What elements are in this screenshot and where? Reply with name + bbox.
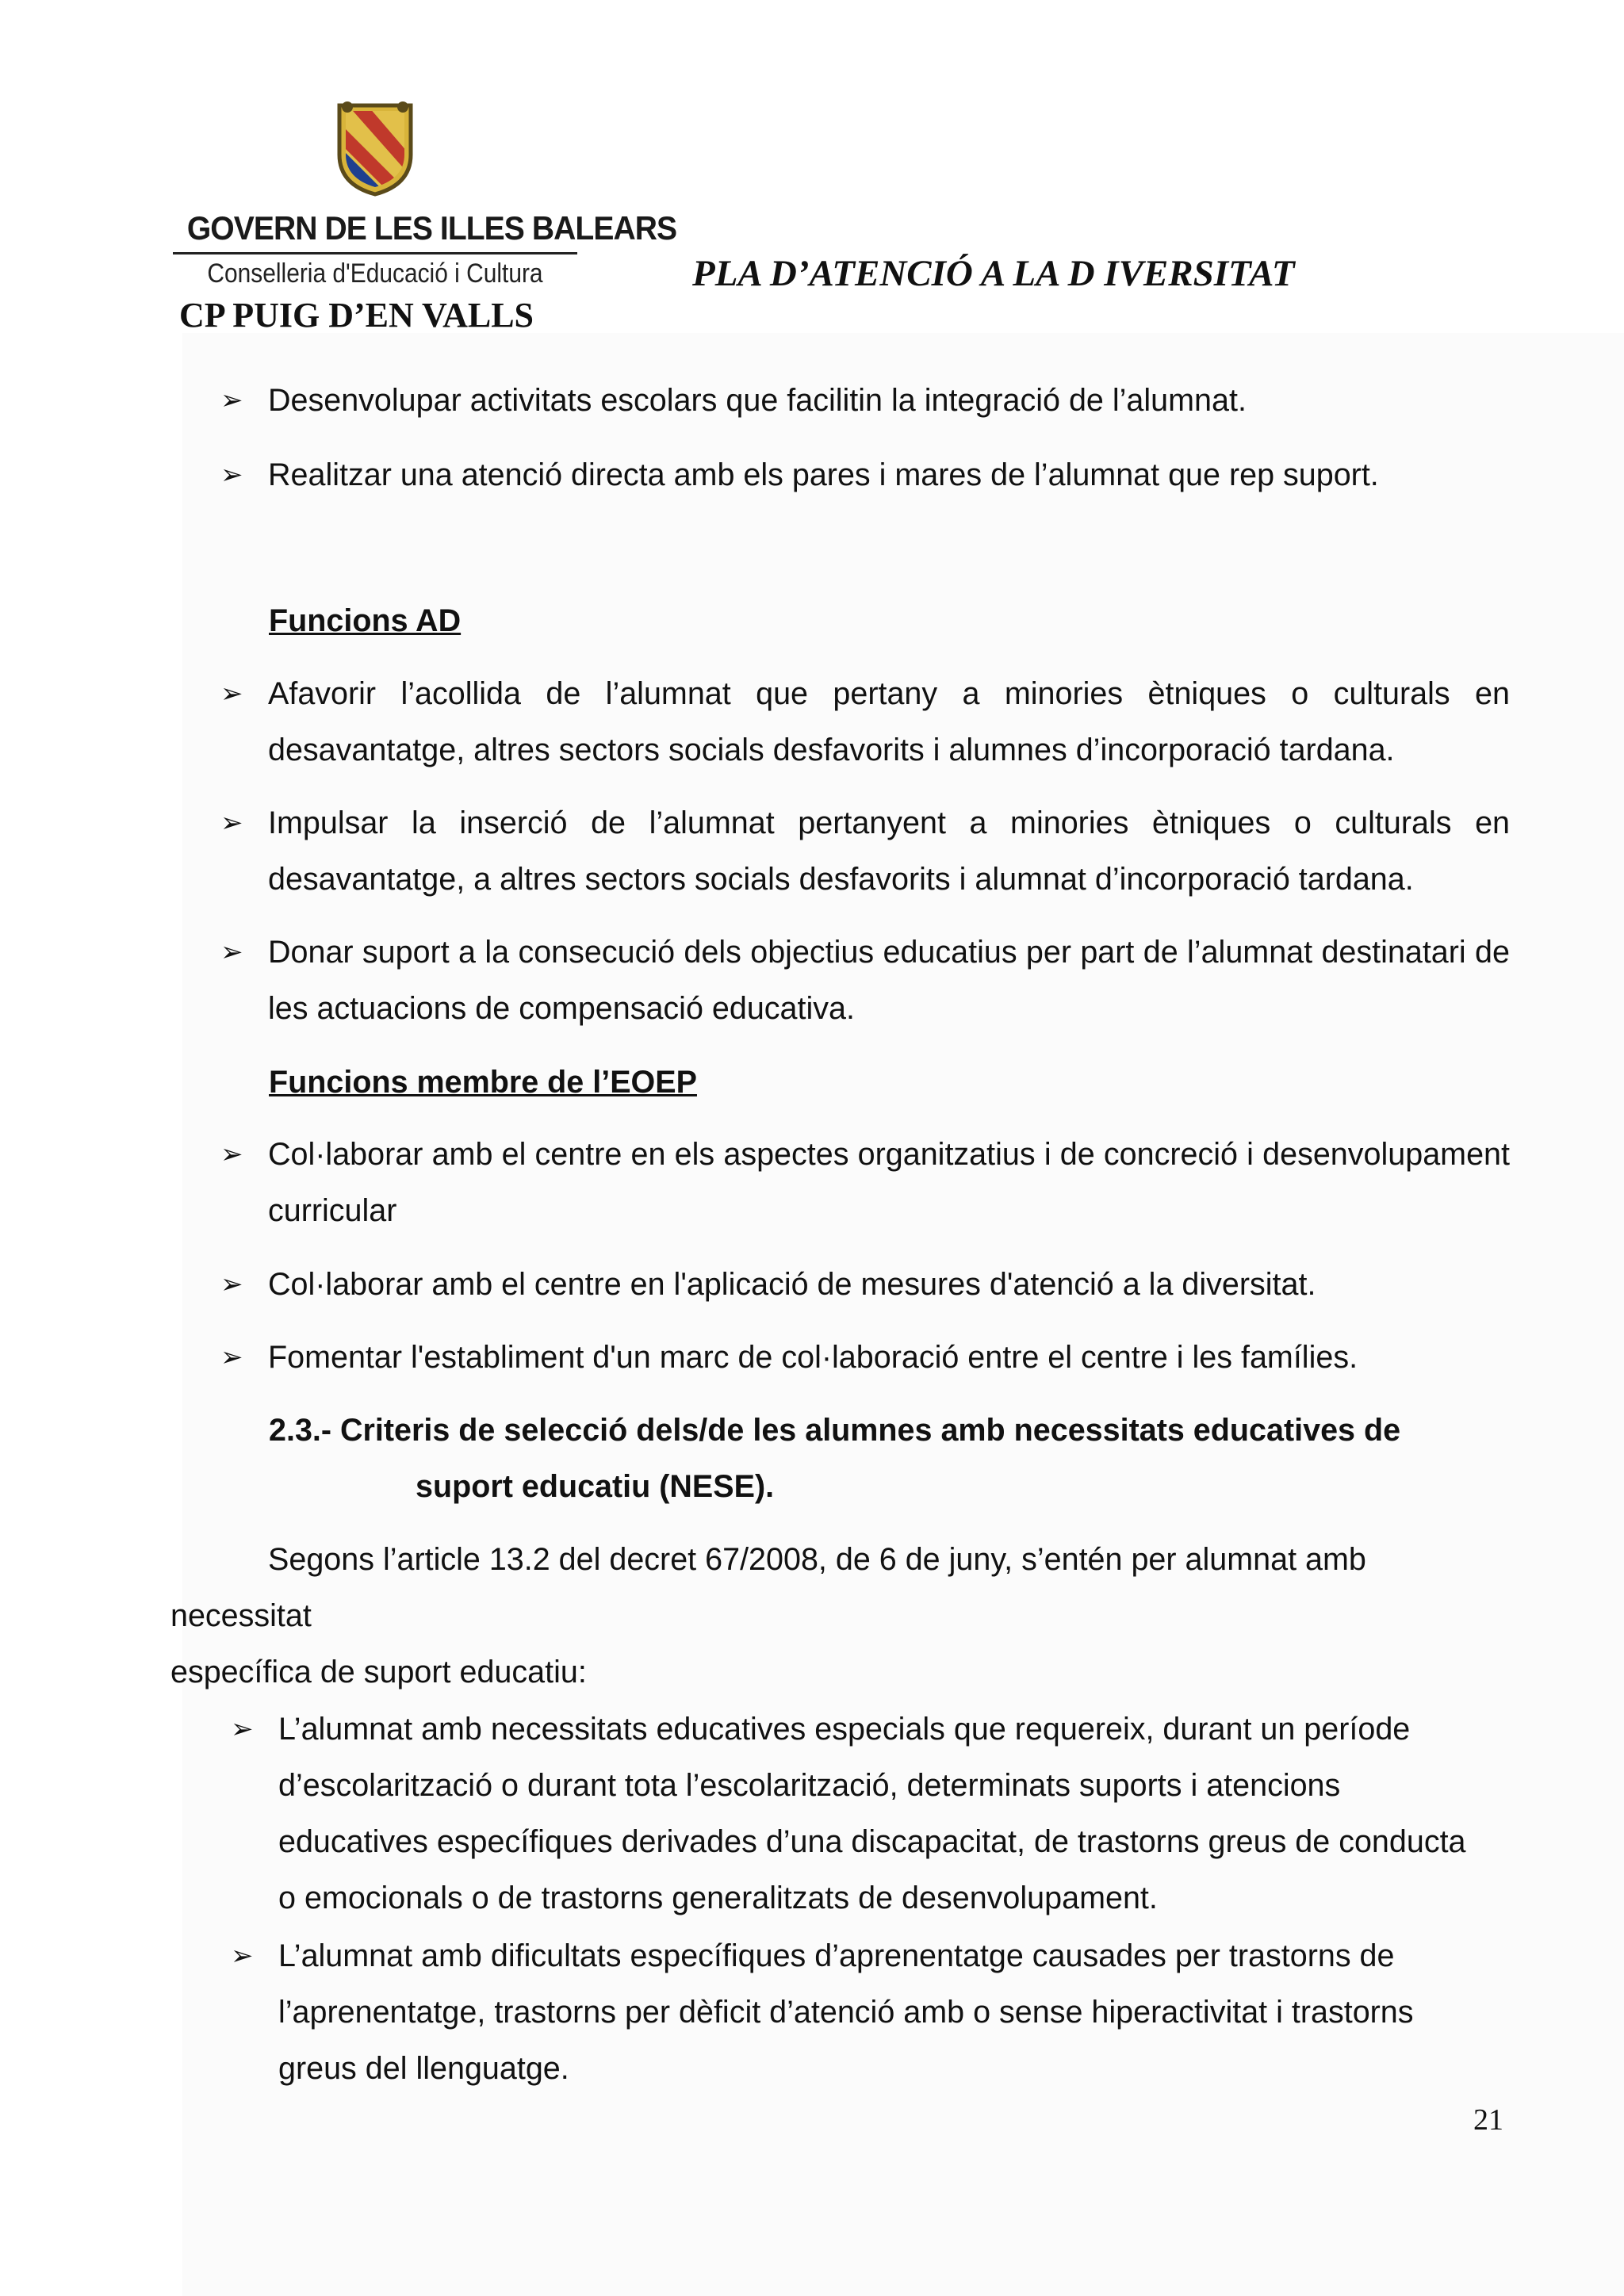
list-item xyxy=(220,1127,1510,1239)
list-item xyxy=(220,666,1510,779)
list-item xyxy=(231,1928,1473,2097)
arrow-bullet-icon: ➢ xyxy=(220,937,243,967)
list-item xyxy=(220,795,1510,908)
paragraph-line: Segons l’article 13.2 del decret 67/2008, de 6 de juny, s’entén per alumnat amb xyxy=(268,1542,1366,1577)
intro-paragraph xyxy=(170,1532,1519,1701)
list-item-text: Realitzar una atenció directa amb els pares i mares de l’alumnat que rep suport. xyxy=(268,457,1379,492)
list-item-text: Col·laborar amb el centre en l'aplicació de mesures d'atenció a la diversitat. xyxy=(268,1267,1316,1302)
section-heading-line: suport educatiu (NESE). xyxy=(416,1469,775,1504)
list-item-text: Donar suport a la consecució dels objectius educatius per part de l’alumnat destinatari de les actuacions de compensació educativa. xyxy=(268,935,1510,1026)
list-item-text: L’alumnat amb necessitats educatives especials que requereix, durant un període d’escolarització o durant tota l’escolarització, determinats suports i atencions educatives específiques derivades d’una discapacitat, de trastorns greus de conducta o emocionals o de trastorns generalitzats de desenvolupament. xyxy=(278,1712,1466,1915)
arrow-bullet-icon: ➢ xyxy=(231,1941,254,1971)
list-item xyxy=(231,1701,1473,1927)
arrow-bullet-icon: ➢ xyxy=(220,460,243,490)
list-item-text: Afavorir l’acollida de l’alumnat que pertany a minories ètniques o culturals en desavantatge, altres sectors socials desfavorits i alumnes d’incorporació tardana. xyxy=(268,676,1510,767)
arrow-bullet-icon: ➢ xyxy=(220,679,243,709)
list-item-text: Desenvolupar activitats escolars que facilitin la integració de l’alumnat. xyxy=(268,383,1247,418)
arrow-bullet-icon: ➢ xyxy=(220,1269,243,1299)
list-item xyxy=(220,447,1510,503)
section-heading-line: 2.3.- Criteris de selecció dels/de les alumnes amb necessitats educatives de xyxy=(269,1413,1401,1448)
list-item-text: Col·laborar amb el centre en els aspectes organitzatius i de concreció i desenvolupament curricular xyxy=(268,1137,1510,1228)
paragraph-line: específica de suport educatiu: xyxy=(170,1655,587,1689)
arrow-bullet-icon: ➢ xyxy=(220,1139,243,1169)
arrow-bullet-icon: ➢ xyxy=(220,385,243,415)
heading-funcions-ad: Funcions AD xyxy=(269,603,462,638)
list-item-text: Fomentar l'establiment d'un marc de col·laboració entre el centre i les famílies. xyxy=(268,1340,1358,1375)
list-item-text: L’alumnat amb dificultats específiques d’aprenentatge causades per trastorns de l’aprenentatge, trastorns per dèficit d’atenció amb o sense hiperactivitat i trastorns greus del llenguatge. xyxy=(278,1938,1414,2086)
arrow-bullet-icon: ➢ xyxy=(220,808,243,838)
page-number: 21 xyxy=(1473,2103,1503,2137)
list-item xyxy=(220,924,1510,1037)
document-title: PLA D’ATENCIÓ A LA D IVERSITAT xyxy=(692,253,1295,294)
org-name: GOVERN DE LES ILLES BALEARS xyxy=(186,209,677,247)
list-item xyxy=(220,373,1510,429)
paragraph-line: necessitat xyxy=(170,1598,312,1633)
arrow-bullet-icon: ➢ xyxy=(231,1714,254,1744)
list-item xyxy=(220,1330,1510,1386)
org-department: Conselleria d'Educació i Cultura xyxy=(207,258,543,289)
arrow-bullet-icon: ➢ xyxy=(220,1342,243,1372)
list-item xyxy=(220,1257,1510,1313)
section-heading xyxy=(269,1402,1538,1515)
list-item-text: Impulsar la inserció de l’alumnat pertanyent a minories ètniques o culturals en desavantatge, a altres sectors socials desfavorits i alumnat d’incorporació tardana. xyxy=(268,806,1510,897)
org-divider xyxy=(173,252,577,254)
govern-logo xyxy=(173,99,677,289)
school-name: CP PUIG D’EN VALLS xyxy=(179,296,534,335)
coat-of-arms-icon xyxy=(331,99,419,198)
heading-funcions-eoep: Funcions membre de l’EOEP xyxy=(269,1065,697,1100)
